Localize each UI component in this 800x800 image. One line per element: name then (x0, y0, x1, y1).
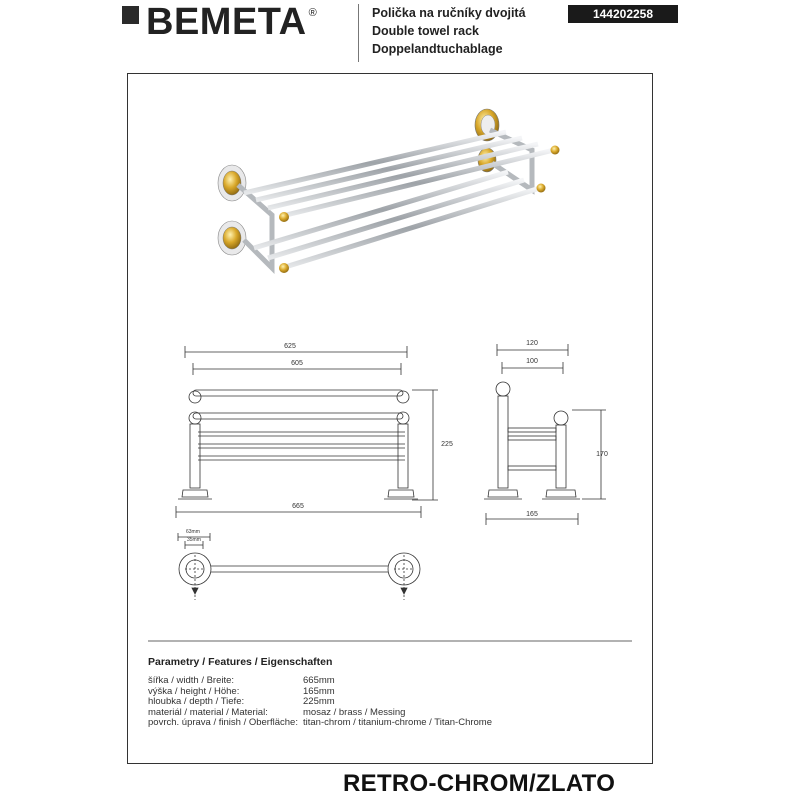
dim-bar-width: 605 (291, 360, 303, 367)
title-en: Double towel rack (372, 24, 479, 38)
dim-side-height: 170 (596, 451, 608, 458)
dim-overall-width: 625 (284, 343, 296, 350)
param-label: výška / height / Höhe: (148, 685, 240, 697)
brand-name: BEMETA (146, 1, 307, 43)
param-value: mosaz / brass / Messing (303, 706, 406, 718)
title-cz: Polička na ručníky dvojitá (372, 6, 526, 20)
dim-inner-depth: 100 (526, 358, 538, 365)
dim-front-height: 225 (441, 441, 453, 448)
plan-view (178, 533, 420, 600)
side-view (484, 344, 606, 525)
param-label: povrch. úprava / finish / Oberfläche: (148, 717, 298, 729)
param-value: 165mm (303, 685, 335, 697)
param-value: 665mm (303, 675, 335, 686)
dim-total-width: 665 (292, 503, 304, 510)
dim-top-depth: 120 (526, 340, 538, 347)
param-label: hloubka / depth / Tiefe: (148, 696, 245, 708)
parameters-title: Parametry / Features / Eigenschaften (148, 656, 333, 668)
param-value: 225mm (303, 696, 335, 708)
parameters-section (148, 656, 492, 729)
param-label: materiál / material / Material: (148, 706, 268, 718)
title-de: Doppelandtuchablage (372, 42, 503, 56)
dim-hole-a: 63mm (186, 529, 200, 535)
param-row (148, 676, 492, 687)
param-label: šířka / width / Breite: (148, 675, 235, 686)
registered-mark: ® (308, 7, 317, 19)
product-code-badge: 144202258 (568, 5, 678, 23)
dim-hole-b: 35mm (187, 537, 201, 543)
front-view (176, 346, 438, 518)
finish-title: RETRO-CHROM/ZLATO (343, 770, 616, 797)
param-value: titan-chrom / titanium-chrome / Titan-Chrome (303, 717, 493, 729)
product-illustration (218, 109, 560, 273)
dim-base-depth: 165 (526, 511, 538, 518)
param-row (148, 718, 492, 729)
